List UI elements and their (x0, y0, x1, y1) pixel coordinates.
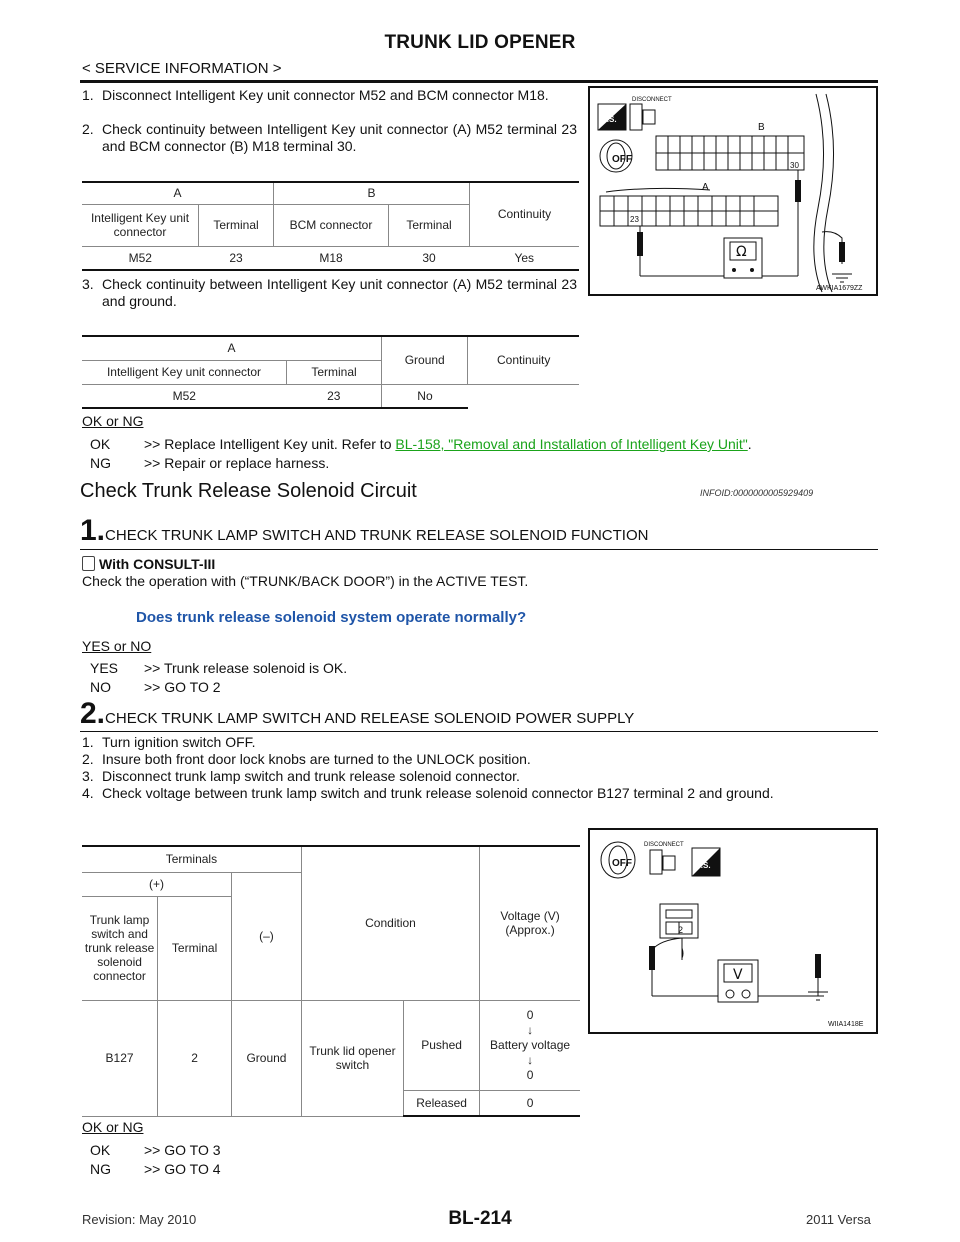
step-1-body: Check the operation with (“TRUNK/BACK DOOR”) in the ACTIVE TEST. (82, 573, 529, 589)
list-item: 1. Turn ignition switch OFF. (82, 734, 256, 750)
connector-b (656, 136, 804, 170)
svg-text:DISCONNECT: DISCONNECT (632, 97, 672, 103)
connector-a (600, 196, 778, 226)
svg-text:B: B (758, 122, 765, 133)
step-rule (80, 549, 878, 550)
page-number: BL-214 (448, 1208, 512, 1229)
info-id: INFOID:0000000005929409 (700, 488, 814, 498)
footer-revision: Revision: May 2010 (82, 1212, 197, 1227)
table-row: M52 23 M18 30 Yes (82, 246, 579, 270)
reference-link[interactable]: BL-158, "Removal and Installation of Intelligent Key Unit" (395, 436, 748, 452)
ok-line: OK >> GO TO 3 (90, 1142, 221, 1158)
footer-model: 2011 Versa (806, 1212, 871, 1227)
svg-text:2: 2 (678, 925, 684, 935)
voltmeter-icon (718, 960, 758, 1002)
svg-text:AWKIA1679ZZ: AWKIA1679ZZ (816, 285, 863, 292)
svg-text:WIIA1418E: WIIA1418E (828, 1021, 864, 1028)
svg-text:OFF: OFF (612, 858, 632, 869)
yes-line: YES >> Trunk release solenoid is OK. (90, 660, 348, 676)
svg-text:Ω: Ω (736, 244, 747, 260)
ok-ng-label: OK or NG (82, 1119, 144, 1135)
list-item: 2. Check continuity between Intelligent Key unit connector (A) M52 terminal 23 and BCM connector (B) M18 terminal 30. (82, 121, 577, 154)
svg-text:OFF: OFF (612, 154, 632, 165)
ignition-off-icon (601, 842, 635, 878)
ok-ng-label: OK or NG (82, 413, 144, 429)
step-2-heading: 2.CHECK TRUNK LAMP SWITCH AND RELEASE SOLENOID POWER SUPPLY (80, 697, 635, 730)
hs-icon (692, 848, 720, 876)
section-title: Check Trunk Release Solenoid Circuit (80, 480, 417, 502)
consult-icon (82, 556, 95, 571)
consult-label: With CONSULT-III (82, 556, 215, 573)
voltage-diagram (590, 830, 876, 1032)
connector-diagram-1 (588, 86, 878, 296)
yes-no-label: YES or NO (82, 638, 152, 654)
breadcrumb: < SERVICE INFORMATION > (82, 60, 282, 77)
svg-text:A: A (702, 182, 709, 193)
list-item: 3. Check continuity between Intelligent Key unit connector (A) M52 terminal 23 and ground. (82, 276, 577, 309)
svg-text:23: 23 (630, 215, 639, 224)
header-rule (80, 80, 878, 83)
ignition-off-icon (600, 140, 632, 172)
ok-line: OK >> Replace Intelligent Key unit. Refer to BL-158, "Removal and Installation of Intelligent Key Unit". (90, 436, 752, 452)
ng-line: NG >> GO TO 4 (90, 1161, 221, 1177)
disconnect-icon (644, 842, 684, 874)
svg-text:V: V (733, 967, 743, 983)
ohmmeter-icon (724, 238, 762, 278)
connector-diagram-2 (588, 828, 878, 1034)
step-1-question: Does trunk release solenoid system operate normally? (136, 609, 527, 626)
step-1-heading: 1.CHECK TRUNK LAMP SWITCH AND TRUNK RELEASE SOLENOID FUNCTION (80, 514, 649, 547)
list-item: 2. Insure both front door lock knobs are turned to the UNLOCK position. (82, 751, 531, 767)
voltage-table: Terminals Condition Voltage (V) (Approx.) (+) (–) Trunk lamp switch and trunk release solenoid connector Terminal B127 2 Ground Trunk lid opener switch Pushed 0 ↓ Battery voltage ↓ 0 Released 0 (82, 845, 580, 1117)
list-item: 1. Disconnect Intelligent Key unit connector M52 and BCM connector M18. (82, 87, 549, 103)
svg-text:DISCONNECT: DISCONNECT (644, 842, 684, 848)
continuity-table-1: A B Continuity Intelligent Key unit connector Terminal BCM connector Terminal M52 23 M18 30 Yes (82, 181, 579, 271)
list-item: 4. Check voltage between trunk lamp switch and trunk release solenoid connector B127 terminal 2 and ground. (82, 785, 774, 801)
svg-text:H.S.: H.S. (601, 115, 617, 124)
svg-text:30: 30 (790, 161, 799, 170)
step-rule (80, 731, 878, 732)
disconnect-icon (630, 97, 672, 130)
table-row: B127 2 Ground Trunk lid opener switch Pushed 0 ↓ Battery voltage ↓ 0 (82, 1000, 580, 1090)
hs-icon (598, 104, 626, 130)
table-row: Released 0 (82, 1090, 580, 1116)
continuity-diagram (590, 88, 876, 294)
no-line: NO >> GO TO 2 (90, 679, 221, 695)
ng-line: NG >> Repair or replace harness. (90, 455, 330, 471)
svg-text:H.S.: H.S. (695, 861, 711, 870)
list-item: 3. Disconnect trunk lamp switch and trunk release solenoid connector. (82, 768, 520, 784)
table-row: M52 23 No (82, 384, 579, 408)
page-title: TRUNK LID OPENER (384, 32, 576, 53)
continuity-table-2: A Ground Continuity Intelligent Key unit connector Terminal M52 23 No (82, 335, 579, 409)
